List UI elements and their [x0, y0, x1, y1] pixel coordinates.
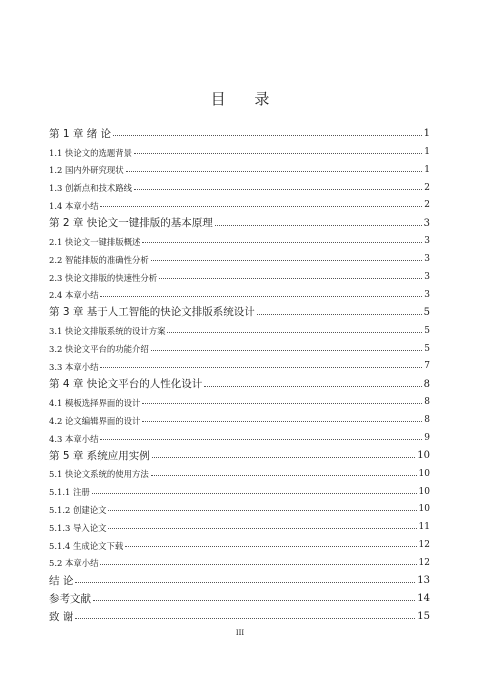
toc-entry-page: 13: [417, 575, 430, 587]
toc-entry-label: 4.3 本章小结: [49, 433, 99, 444]
toc-entry-page: 10: [418, 468, 430, 479]
toc-entry[interactable]: [49, 354, 430, 372]
dot-leader: [134, 189, 422, 190]
dot-leader: [215, 225, 422, 226]
toc-entry-label: 第 4 章 快论文平台的人性化设计: [49, 378, 203, 391]
toc-entry-label: 3.3 本章小结: [49, 361, 99, 372]
toc-entry-label: 2.1 快论文一键排版概述: [49, 236, 141, 247]
toc-entry[interactable]: [49, 175, 430, 193]
toc-entry-label: 第 1 章 绪 论: [49, 127, 112, 140]
toc-entry-label: 第 3 章 基于人工智能的快论文排版系统设计: [49, 306, 255, 319]
toc-entry[interactable]: [49, 246, 430, 264]
toc-entry-page: 5: [423, 306, 430, 318]
toc-entry[interactable]: [49, 210, 430, 228]
toc-entry-label: 5.1.3 导入论文: [49, 522, 107, 533]
toc-entry-label: 5.1.2 创建论文: [49, 505, 107, 516]
dot-leader: [113, 135, 422, 136]
toc-entry[interactable]: [49, 479, 430, 497]
toc-entry[interactable]: [49, 282, 430, 300]
toc-entry[interactable]: [49, 229, 430, 247]
toc-entry-label: 5.1.1 注册: [49, 487, 90, 498]
toc-entry-page: 1: [424, 164, 430, 175]
toc-entry-page: 12: [418, 557, 430, 568]
toc-entry-page: 7: [424, 361, 430, 372]
toc-entry-page: 5: [424, 325, 430, 336]
dot-leader: [75, 618, 415, 619]
toc-entry-page: 15: [417, 611, 430, 623]
toc-entry[interactable]: [49, 390, 430, 408]
table-of-contents: [49, 121, 430, 622]
dot-leader: [142, 403, 422, 404]
dot-leader: [167, 332, 422, 333]
toc-entry[interactable]: [49, 371, 430, 389]
toc-entry-label: 1.4 本章小结: [49, 200, 99, 211]
dot-leader: [142, 421, 422, 422]
toc-entry[interactable]: [49, 514, 430, 532]
dot-leader: [257, 314, 422, 315]
toc-entry-page: 2: [424, 200, 430, 211]
toc-entry[interactable]: [49, 336, 430, 354]
dot-leader: [159, 278, 422, 279]
toc-entry-label: 3.1 快论文排版系统的设计方案: [49, 326, 166, 337]
toc-entry-label: 4.2 论文编辑界面的设计: [49, 415, 141, 426]
toc-entry-page: 2: [424, 182, 430, 193]
toc-entry[interactable]: [49, 497, 430, 515]
toc-entry-label: 结 论: [49, 574, 74, 587]
toc-entry[interactable]: [49, 264, 430, 282]
toc-entry-page: 3: [424, 289, 430, 300]
toc-entry-label: 2.3 快论文排版的快速性分析: [49, 272, 158, 283]
toc-entry[interactable]: [49, 604, 430, 622]
dot-leader: [142, 242, 422, 243]
toc-entry-label: 1.1 快论文的选题背景: [49, 147, 132, 158]
dot-leader: [125, 546, 416, 547]
toc-entry[interactable]: [49, 461, 430, 479]
dot-leader: [151, 475, 417, 476]
toc-entry[interactable]: [49, 300, 430, 318]
toc-entry-page: 1: [423, 128, 430, 140]
toc-entry-label: 参考文献: [49, 592, 91, 605]
dot-leader: [152, 457, 416, 458]
toc-entry-page: 10: [418, 504, 430, 515]
toc-entry-label: 2.2 智能排版的准确性分析: [49, 254, 149, 265]
toc-entry-page: 5: [424, 343, 430, 354]
toc-entry-label: 2.4 本章小结: [49, 290, 99, 301]
dot-leader: [100, 439, 422, 440]
toc-entry[interactable]: [49, 407, 430, 425]
toc-entry-page: 12: [418, 540, 430, 551]
toc-entry[interactable]: [49, 121, 430, 139]
toc-entry-label: 1.3 创新点和技术路线: [49, 183, 132, 194]
toc-entry-page: 8: [423, 378, 430, 390]
dot-leader: [126, 171, 423, 172]
toc-entry[interactable]: [49, 532, 430, 550]
dot-leader: [100, 367, 422, 368]
toc-entry-label: 致 谢: [49, 610, 74, 623]
toc-entry-label: 1.2 国内外研究现状: [49, 165, 124, 176]
dot-leader: [108, 528, 416, 529]
toc-entry-page: 3: [424, 236, 430, 247]
toc-title: 目 录: [210, 90, 282, 108]
toc-entry-label: 3.2 快论文平台的功能介绍: [49, 344, 149, 355]
toc-entry-label: 第 2 章 快论文一键排版的基本原理: [49, 217, 213, 230]
dot-leader: [100, 296, 422, 297]
toc-entry-page: 11: [418, 522, 430, 533]
dot-leader: [151, 260, 423, 261]
toc-entry[interactable]: [49, 550, 430, 568]
page-number: III: [235, 629, 245, 637]
toc-entry-label: 5.2 本章小结: [49, 558, 99, 569]
toc-entry-label: 5.1.4 生成论文下载: [49, 540, 124, 551]
toc-entry[interactable]: [49, 586, 430, 604]
toc-entry-label: 第 5 章 系统应用实例: [49, 449, 150, 462]
toc-entry-page: 10: [418, 486, 430, 497]
dot-leader: [92, 493, 417, 494]
dot-leader: [75, 582, 415, 583]
toc-entry-label: 5.1 快论文系统的使用方法: [49, 469, 149, 480]
dot-leader: [151, 350, 423, 351]
dot-leader: [100, 564, 416, 565]
toc-entry-page: 1: [424, 146, 430, 157]
toc-entry-page: 9: [424, 432, 430, 443]
dot-leader: [134, 153, 422, 154]
dot-leader: [204, 386, 421, 387]
dot-leader: [93, 600, 415, 601]
toc-entry-page: 3: [424, 254, 430, 265]
toc-entry-page: 14: [417, 593, 430, 605]
toc-entry[interactable]: [49, 318, 430, 336]
dot-leader: [108, 510, 416, 511]
toc-entry-page: 8: [424, 397, 430, 408]
toc-entry-page: 3: [424, 271, 430, 282]
toc-entry[interactable]: [49, 443, 430, 461]
toc-entry[interactable]: [49, 157, 430, 175]
toc-entry[interactable]: [49, 193, 430, 211]
toc-entry-page: 8: [424, 415, 430, 426]
dot-leader: [100, 206, 422, 207]
toc-entry-page: 10: [417, 450, 430, 462]
toc-entry-label: 4.1 模板选择界面的设计: [49, 397, 141, 408]
toc-entry[interactable]: [49, 568, 430, 586]
toc-entry[interactable]: [49, 139, 430, 157]
toc-entry-page: 3: [423, 217, 430, 229]
toc-entry[interactable]: [49, 425, 430, 443]
